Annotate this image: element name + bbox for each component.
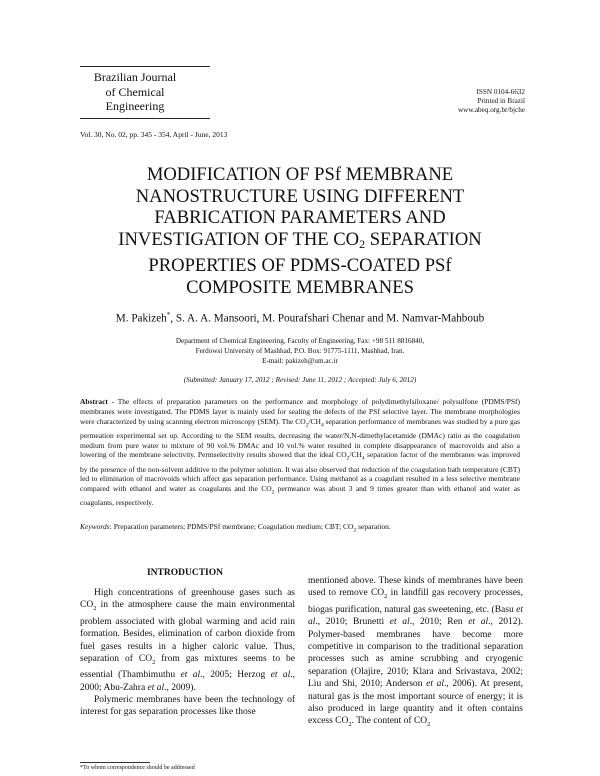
submission-dates: (Submitted: January 17, 2012 ; Revised: June 11, 2012 ; Accepted: July 6, 2012) xyxy=(183,376,417,384)
affiliation-email[interactable]: E-mail: pakizeh@um.ac.ir xyxy=(262,357,338,365)
journal-name-line: of Chemical xyxy=(105,84,165,99)
correspondence-mark: * xyxy=(166,311,171,319)
journal-top-rule xyxy=(80,66,210,67)
journal-url[interactable]: www.abeq.org.br/bjche xyxy=(457,106,525,114)
issn-block xyxy=(395,88,525,115)
affiliation-line: Ferdowsi University of Mashhad, P.O. Box: 91775-1111, Mashhad, Iran. xyxy=(195,347,405,355)
paper-title xyxy=(70,164,530,299)
abstract: Abstract - The effects of preparation parameters on the performance and morphology of polydimethylsiloxane/ polysulfone (PDMS/PSf) membranes were investigated. The PDMS layer is mainly used for sealing the defects of the PSf selective layer. The membrane morphologies were characterized by using scanning electron microscopy (SEM). The $CO_2/CH_4$ separation performance of membranes was studied by a pure gas permeation experimental set up. According to the SEM results, decreasing the water/N,N-dimethylacetamide (DMAc) ratio as the coagulation medium from pure water to mixture of 90 vol.% DMAc and 10 vol.% water resulted in complete disappearance of macrovoids and also a lowering of the membrane selectivity. Permselectivity results showed that the ideal $CO_2/CH_4$ separation factor of the membranes was improved by the presence of the non-solvent additive to the polymer solution. It was also observed that reduction of the coagulation bath temperature (CBT) led to elimination of macrovoids which affect gas separation performance. Using methanol as a coagulant resulted in a less selective membrane compared with ethanol and water as coagulants and the $CO_2$ permeance was about 3 and 9 times greater than with ethanol and water as coagulants, respectively. xyxy=(80,397,520,508)
keywords-label: Keywords xyxy=(80,522,110,531)
title-line: PROPERTIES OF PDMS-COATED PSf xyxy=(148,255,452,277)
title-line: MODIFICATION OF PSf MEMBRANE xyxy=(146,164,454,185)
journal-name xyxy=(80,70,190,114)
body-column-left xyxy=(80,587,295,719)
author-rest: , S. A. A. Mansoori, M. Pourafshari Chenar and M. Namvar-Mahboub xyxy=(170,312,485,325)
journal-name-line: Engineering xyxy=(105,99,165,113)
journal-name-line: Brazilian Journal xyxy=(93,70,177,84)
body-column-right xyxy=(308,575,523,732)
paragraph: mentioned above. These kinds of membranes have been used to remove $CO_2$ in landfill gas recovery processes, biogas purification, natural gas sweetening, etc. (Basu et al., 2010; Brunetti et al., 2010; Ren et al., 2012). Polymer-based membranes have become more competitive in comparison to the traditional separation processes such as amine scrubbing and cryogenic separation (Olajire, 2010; Klara and Srivastava, 2002; Liu and Shi, 2010; Anderson et al., 2006). At present, natural gas is the most important source of energy; it is also produced in large quantity and it often contains excess $CO_2$. The content of $CO_2$ xyxy=(308,576,524,729)
abstract-label: Abstract xyxy=(80,397,108,406)
affiliation-line: Department of Chemical Engineering, Faculty of Engineering, Fax: +98 511 8816840, xyxy=(175,337,425,345)
title-line: FABRICATION PARAMETERS AND xyxy=(154,207,446,229)
paragraph: Polymeric membranes have been the technology of interest for gas separation processes like those xyxy=(80,695,295,718)
author-list xyxy=(70,311,530,325)
affiliation xyxy=(120,336,480,366)
printed-in: Printed in Brazil xyxy=(477,97,525,105)
title-line: COMPOSITE MEMBRANES xyxy=(186,276,414,298)
title-line: NANOSTRUCTURE USING DIFFERENT xyxy=(135,185,465,207)
keywords: Keywords: Preparation parameters; PDMS/PSf membrane; Coagulation medium; CBT; $CO_2$ separation. xyxy=(80,522,391,534)
issn: ISSN 0104-6632 xyxy=(476,88,525,96)
section-heading-introduction: INTRODUCTION xyxy=(146,568,223,578)
paragraph: High concentrations of greenhouse gases such as $CO_2$ in the atmosphere cause the main environmental problem associated with global warming and acid rain formation. Besides, elimination of carbon dioxide from fuel gases results in a higher caloric value. Thus, separation of $CO_2$ from gas mixtures seems to be essential (Thambimuthu et al., 2005; Herzog et al., 2000; Abu-Zahra et al., 2009). xyxy=(80,588,296,693)
title-line: INVESTIGATION OF THE $CO_2$ SEPARATION xyxy=(118,228,482,251)
footnote-rule xyxy=(80,762,150,763)
journal-bottom-rule xyxy=(80,118,210,119)
footnote: *To whom correspondence should be addressed xyxy=(80,765,195,771)
author-first: M. Pakizeh xyxy=(115,312,167,325)
volume-info: Vol. 30, No. 02, pp. 345 - 354, April - June, 2013 xyxy=(80,130,228,139)
